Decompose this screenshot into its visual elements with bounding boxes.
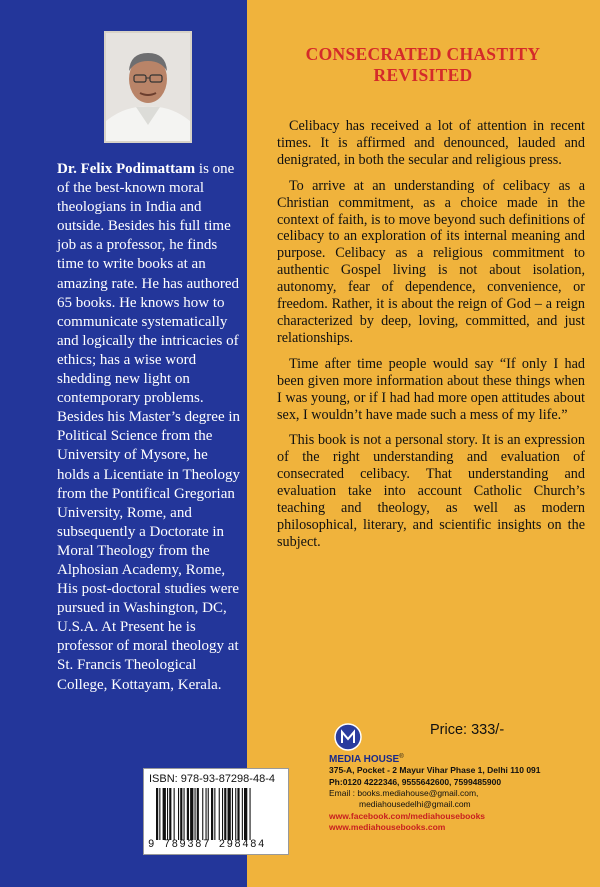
blurb	[277, 118, 585, 560]
barcode-bar	[187, 788, 189, 840]
barcode-bar	[232, 788, 233, 840]
blurb-paragraph: Time after time people would say “If only I had been given more information about these things when I was young, or if I had had more open attitudes about sex, I wouldn’t have made such a mess of my life.”	[277, 355, 585, 423]
barcode-bar	[178, 788, 179, 840]
barcode-bar	[159, 788, 160, 840]
barcode-bar	[184, 788, 185, 840]
publisher-address: 375-A, Pocket - 2 Mayur Vihar Phase 1, Delhi 110 091	[329, 765, 541, 776]
book-title	[258, 44, 588, 86]
barcode-bar	[190, 788, 193, 840]
barcode-bar	[222, 788, 223, 840]
barcode-bar	[195, 788, 196, 840]
publisher-phone: Ph:0120 4222346, 9555642600, 7599485900	[329, 776, 502, 787]
author-name: Dr. Felix Podimattam	[57, 161, 196, 177]
barcode-bar	[214, 788, 215, 840]
publisher-info	[329, 752, 541, 834]
title-line-1: CONSECRATED CHASTITY	[305, 44, 541, 64]
blurb-paragraph: Celibacy has received a lot of attention in recent times. It is affirmed and denounced, lauded and denigrated, in both the secular and religious press.	[277, 118, 585, 168]
author-photo	[104, 31, 192, 143]
barcode-bar	[242, 788, 243, 840]
publisher-name: MEDIA HOUSE	[329, 753, 400, 765]
title-line-2: REVISITED	[373, 65, 473, 85]
barcode-bar	[250, 788, 251, 840]
publisher-email-2: mediahousedelhi@gmail.com	[359, 799, 471, 810]
barcode-digits: 9 789387 298484	[148, 839, 266, 851]
barcode-bar	[202, 788, 203, 840]
publisher-website-link[interactable]: www.mediahousebooks.com	[329, 822, 446, 833]
barcode-bar	[174, 788, 175, 840]
barcode-bar	[180, 788, 182, 840]
blurb-paragraph: To arrive at an understanding of celibacy as a Christian commitment, as a choice made in the context of faith, is to move beyond such definitions of celibacy to an exploration of its internal meaning and purpose. Celibacy as a religious commitment to authentic Gospel living is not about isolation, autonomy, fear of dependence, convenience, or freedom. Rather, it is about the reign of God – a reign characterized by deep, loving, committed, and just relationships.	[277, 177, 585, 346]
barcode-bar	[197, 788, 199, 840]
registered-mark: ®	[399, 754, 404, 760]
publisher-email: Email : books.mediahouse@gmail.com,	[329, 788, 479, 799]
barcode-bar	[235, 788, 236, 840]
barcode-bars	[156, 788, 282, 840]
barcode-bar	[206, 788, 207, 840]
isbn-label: ISBN: 978-93-87298-48-4	[149, 773, 275, 785]
barcode-bar	[167, 788, 168, 840]
barcode-bar	[169, 788, 171, 840]
bio-text: is one of the best-known moral theologians in India and outside. Besides his full time job as a professor, he finds time to write books at an amazing rate. He has authored 65 books. He knows how to communicate systematically and logically the intricacies of ethics; has a wise word shedding new light on contemporary problems. Besides his Master’s degree in Political Science from the University of Mysore, he holds a Licentiate in Theology from the Pontifical Gregorian University, Rome, and subsequently a Doctorate in Moral Theology from the Alphosian Academy, Rome, His post-doctoral studies were pursued in Washington, DC, U.S.A. At Present he is professor of moral theology at St. Francis Theological College, Kottayam, Kerala.	[57, 161, 241, 693]
barcode-bar	[224, 788, 226, 840]
barcode-bar	[244, 788, 247, 840]
barcode-block	[143, 768, 289, 855]
price-label: Price: 333/-	[430, 722, 505, 738]
barcode-bar	[237, 788, 239, 840]
barcode-bar	[208, 788, 209, 840]
barcode-bar	[163, 788, 166, 840]
author-bio	[57, 160, 242, 695]
barcode-bar	[219, 788, 220, 840]
blurb-paragraph: This book is not a personal story. It is an expression of the right understanding and evaluation of consecrated celibacy. That understanding and evaluation take into account Catholic Church’s teaching and theology, as well as modern philosophical, literary, and scientific insights on the subject.	[277, 432, 585, 550]
publisher-facebook-link[interactable]: www.facebook.com/mediahousebooks	[329, 810, 486, 821]
barcode-bar	[211, 788, 213, 840]
barcode-bar	[156, 788, 158, 840]
barcode-bar	[228, 788, 231, 840]
publisher-logo-icon	[333, 722, 363, 752]
